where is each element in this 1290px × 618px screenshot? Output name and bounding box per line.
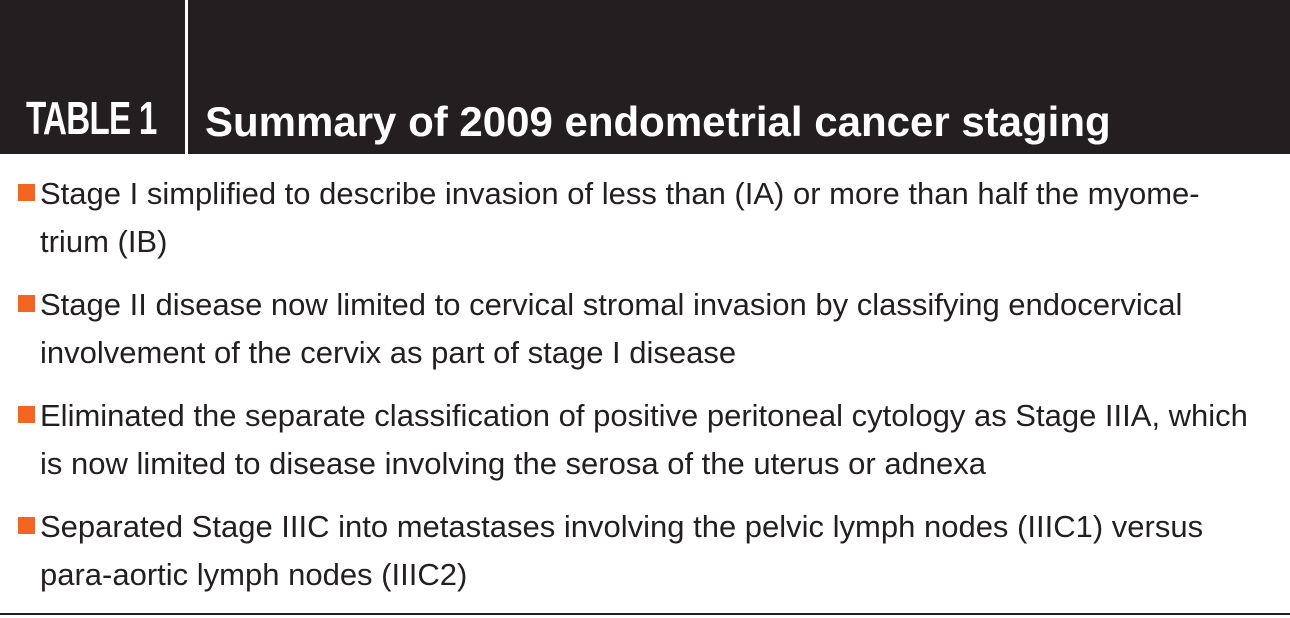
square-bullet-icon	[18, 406, 35, 423]
staging-summary-list	[0, 170, 1290, 614]
table-number: TABLE 1	[26, 92, 157, 144]
table-title: Summary of 2009 endometrial cancer staging	[205, 98, 1111, 145]
list-item-text: Separated Stage IIIC into metastases involving the pelvic lymph nodes (IIIC1) versus para-aortic lymph nodes (IIIC2)	[40, 509, 1204, 592]
table-header	[0, 0, 1290, 154]
square-bullet-icon	[18, 295, 35, 312]
list-item	[0, 170, 1290, 266]
square-bullet-icon	[18, 517, 35, 534]
list-item-text: Stage I simplified to describe invasion of less than (IA) or more than half the myome-trium (IB)	[40, 176, 1200, 259]
bottom-rule	[0, 613, 1290, 615]
square-bullet-icon	[18, 184, 35, 201]
list-item-text: Eliminated the separate classification of positive peritoneal cytology as Stage IIIA, which is now limited to disease involving the serosa of the uterus or adnexa	[40, 398, 1248, 481]
table-label	[0, 0, 185, 154]
header-divider	[185, 0, 188, 154]
list-item	[0, 392, 1290, 488]
list-item	[0, 281, 1290, 377]
list-item-text: Stage II disease now limited to cervical stromal invasion by classifying endocervical involvement of the cervix as part of stage I disease	[40, 287, 1183, 370]
list-item	[0, 503, 1290, 599]
